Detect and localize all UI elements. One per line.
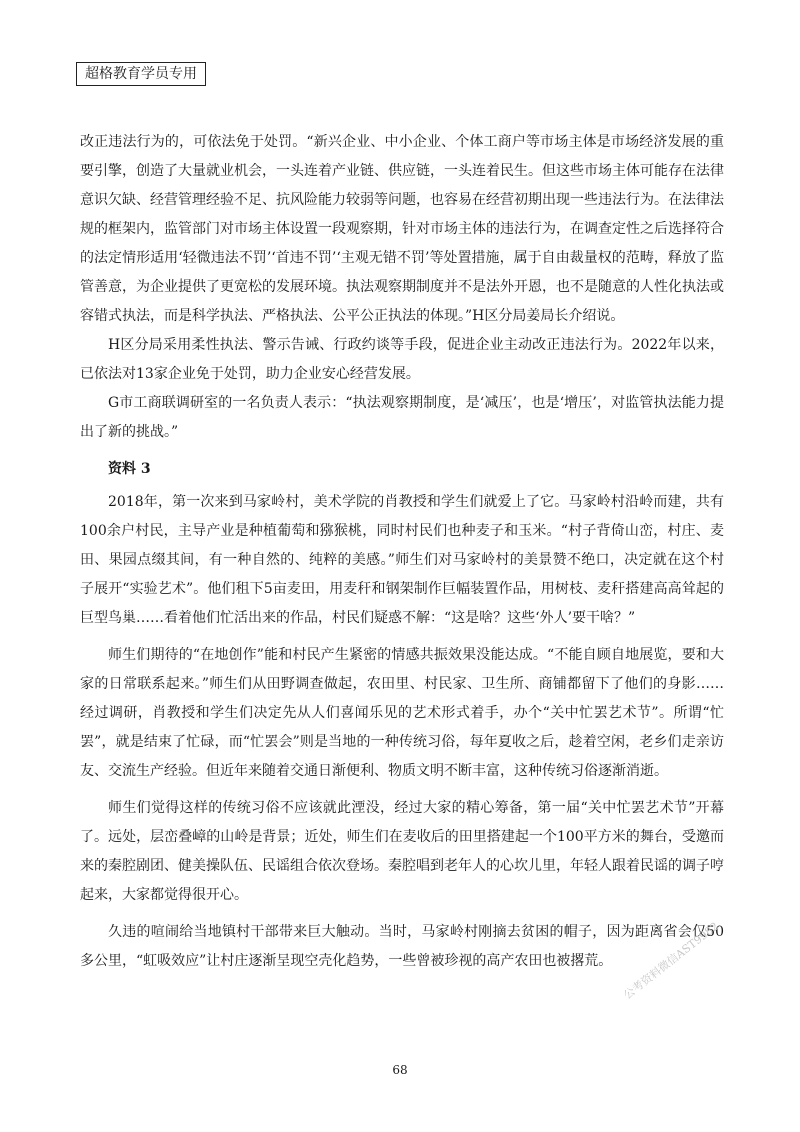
- page-number: 68: [392, 1063, 408, 1077]
- watermark: 公考资料微信AST9982: [621, 919, 722, 1002]
- header-tag: 超格教育学员专用: [76, 62, 206, 86]
- paragraph: 2018年，第一次来到马家岭村，美术学院的肖教授和学生们就爱上了它。马家岭村沿岭而建，共有100余户村民，主导产业是种植葡萄和猕猴桃，同时村民们也种麦子和玉米。“村子背倚山峦，村庄、麦田、果园点缀其间，有一种自然的、纯粹的美感。”师生们对马家岭村的美景赞不绝口，决定就在这个村子展开“实验艺术”。他们租下5亩麦田，用麦秆和钢架制作巨幅装置作品，用树枝、麦秆搭建高高耸起的巨型鸟巢……看着他们忙活出来的作品，村民们疑惑不解：“这是啥？这些‘外人’要干啥？”: [80, 494, 724, 626]
- paragraph: 师生们期待的“在地创作”能和村民产生紧密的情感共振效果没能达成。“不能自顾自地展览，要和大家的日常联系起来。”师生们从田野调查做起，农田里、村民家、卫生所、商铺都留下了他们的身影……经过调研，肖教授和学生们决定先从人们喜闻乐见的艺术形式着手，办个“关中忙罢艺术节”。所谓“忙罢”，就是结束了忙碌，而“忙罢会”则是当地的一种传统习俗，每年夏收之后，趁着空闲，老乡们走亲访友、交流生产经验。但近年来随着交通日渐便利、物质文明不断丰富，这种传统习俗逐渐消逝。: [80, 647, 724, 779]
- section-title: 资料 3: [108, 461, 151, 477]
- paragraph: H区分局采用柔性执法、警示告诫、行政约谈等手段，促进企业主动改正违法行为。2022年以来，已依法对13家企业免于处罚，助力企业安心经营发展。: [80, 337, 724, 382]
- paragraph: 师生们觉得这样的传统习俗不应该就此湮没，经过大家的精心筹备，第一届“关中忙罢艺术节”开幕了。远处，层峦叠嶂的山岭是背景；近处，师生们在麦收后的田里搭建起一个100平方米的舞台，受邀而来的秦腔剧团、健美操队伍、民谣组合依次登场。秦腔唱到老年人的心坎儿里，年轻人跟着民谣的调子哼起来，大家都觉得很开心。: [80, 800, 724, 903]
- paragraph: 久违的喧闹给当地镇村干部带来巨大触动。当时，马家岭村刚摘去贫困的帽子，因为距离省会仅50多公里，“虹吸效应”让村庄逐渐呈现空壳化趋势，一些曾被珍视的高产农田也被撂荒。: [80, 924, 724, 969]
- paragraph: G市工商联调研室的一名负责人表示：“执法观察期制度，是‘减压’，也是‘增压’，对监管执法能力提出了新的挑战。”: [80, 395, 724, 440]
- document-body: [80, 128, 724, 984]
- paragraph: 改正违法行为的，可依法免于处罚。“新兴企业、中小企业、个体工商户等市场主体是市场经济发展的重要引擎，创造了大量就业机会，一头连着产业链、供应链，一头连着民生。但这些市场主体可能存在法律意识欠缺、经营管理经验不足、抗风险能力较弱等问题，也容易在经营初期出现一些违法行为。在法律法规的框架内，监管部门对市场主体设置一段观察期，针对市场主体的违法行为，在调查定性之后选择符合的法定情形适用‘轻微违法不罚’‘首违不罚’‘主观无错不罚’等处置措施，属于自由裁量权的范畴，释放了监管善意，为企业提供了更宽松的发展环境。执法观察期制度并不是法外开恩，也不是随意的人性化执法或容错式执法，而是科学执法、严格执法、公平公正执法的体现。”H区分局姜局长介绍说。: [80, 134, 724, 324]
